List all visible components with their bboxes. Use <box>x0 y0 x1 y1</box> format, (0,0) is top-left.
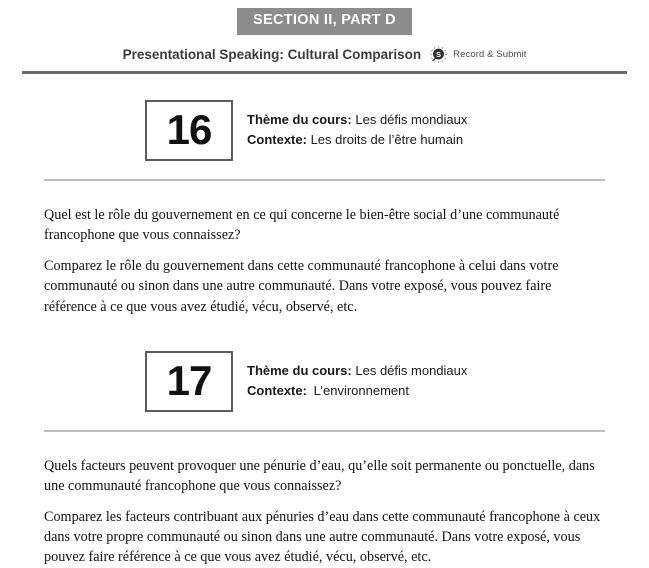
question-17-context-line <box>247 381 467 401</box>
question-16-theme-label: Thème du cours: <box>247 112 352 128</box>
question-16-paragraph-1: Quel est le rôle du gouvernement en ce qui concerne le bien-être social d’une communauté francophone que vous connaissez? <box>44 206 560 244</box>
question-16-context-label: Contexte: <box>247 132 307 148</box>
page-subtitle: Presentational Speaking: Cultural Comparison <box>122 46 422 62</box>
question-17-number-box <box>145 351 233 412</box>
question-16-header <box>0 100 649 161</box>
svg-text:S: S <box>436 50 442 60</box>
record-submit-label[interactable]: Record & Submit <box>453 48 527 60</box>
question-16-meta <box>247 110 467 150</box>
question-17-context-value: L’environnement <box>313 383 409 399</box>
section-banner-row <box>0 0 649 35</box>
question-17-body <box>44 456 605 568</box>
section-banner: SECTION II, PART D <box>237 8 412 35</box>
question-17-number: 17 <box>166 357 212 405</box>
question-16-number: 16 <box>166 106 212 154</box>
question-16-paragraph-2: Comparez le rôle du gouvernement dans cette communauté francophone à celui dans votre communauté ou sinon dans une autre communauté. Dans votre exposé, vous pouvez faire référence à ce que vous avez étudié, vécu, observé, etc. <box>44 258 559 315</box>
question-17-theme-label: Thème du cours: <box>247 363 352 379</box>
question-17-theme-line <box>247 361 467 381</box>
record-submit-icon[interactable] <box>429 45 448 64</box>
question-16-theme-value: Les défis mondiaux <box>355 112 468 128</box>
question-16-body <box>44 205 605 317</box>
question-16-context-line <box>247 130 467 150</box>
question-16-number-box <box>145 100 233 161</box>
question-17-paragraph-1: Quels facteurs peuvent provoquer une pénurie d’eau, qu’elle soit permanente ou ponctuelle, dans une communauté francophone que vous connaissez? <box>44 457 595 494</box>
question-16-theme-line <box>247 110 467 130</box>
question-17-header <box>0 351 649 412</box>
question-17-theme-value: Les défis mondiaux <box>355 363 468 379</box>
question-17-paragraph-2: Comparez les facteurs contribuant aux pénuries d’eau dans cette communauté francophone à ceux dans votre propre communauté ou sinon dans une autre communauté. Dans votre exposé, vous pouvez faire référence à ce que vous avez étudié, vécu, observé, etc. <box>44 509 601 566</box>
question-16-context-value: Les droits de l’être humain <box>310 132 464 148</box>
question-17-context-label: Contexte: <box>247 383 307 399</box>
subtitle-row <box>0 45 649 64</box>
question-17-meta <box>247 361 467 401</box>
record-and-submit-group[interactable] <box>429 45 526 64</box>
